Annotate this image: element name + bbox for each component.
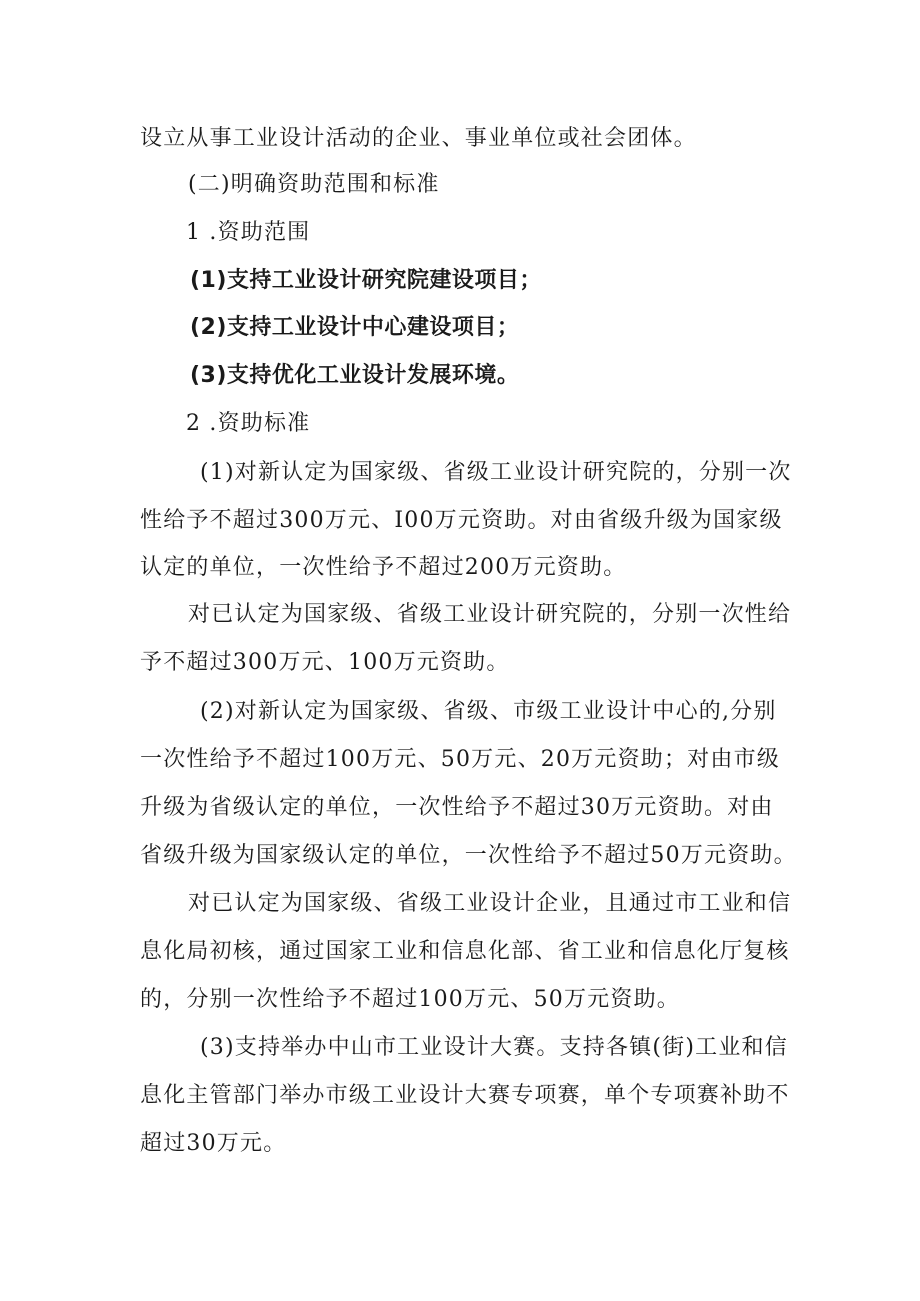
paragraph-line: 息化主管部门举办市级工业设计大赛专项赛，单个专项赛补助不 [140,1083,790,1108]
paragraph-line: 省级升级为国家级认定的单位，一次性给予不超过50万元资助。 [140,843,797,868]
paragraph-line: (1)对新认定为国家级、省级工业设计研究院的，分别一次 [200,460,792,485]
paragraph-line: 的，分别一次性给予不超过100万元、50万元资助。 [140,987,680,1012]
paragraph-line: 对已认定为国家级、省级工业设计企业，且通过市工业和信 [188,891,792,916]
section-heading: (二)明确资助范围和标准 [188,172,440,197]
paragraph-line: 认定的单位，一次性给予不超过200万元资助。 [140,555,627,580]
paragraph-line: (3)支持举办中山市工业设计大赛。支持各镇(街)工业和信 [200,1035,788,1060]
paragraph-line: 升级为省级认定的单位，一次性给予不超过30万元资助。对由 [140,795,774,820]
paragraph-line: 对已认定为国家级、省级工业设计研究院的，分别一次性给 [188,602,792,627]
paragraph-line: 息化局初核，通过国家工业和信息化部、省工业和信息化厅复核 [140,939,790,964]
scope-item: (1)支持工业设计研究院建设项目； [190,268,542,293]
paragraph-line: 一次性给予不超过100万元、50万元、20万元资助；对由市级 [140,747,780,772]
subsection-heading: 2 .资助标准 [186,411,311,436]
scope-item: (3)支持优化工业设计发展环境。 [190,363,520,388]
paragraph-line: 性给予不超过300万元、I00万元资助。对由省级升级为国家级 [140,508,783,533]
scope-item: (2)支持工业设计中心建设项目； [190,315,520,340]
paragraph-line: 设立从事工业设计活动的企业、事业单位或社会团体。 [140,126,697,151]
subsection-heading: 1 .资助范围 [186,220,311,245]
paragraph-line: (2)对新认定为国家级、省级、市级工业设计中心的,分别 [200,699,777,724]
paragraph-line: 超过30万元。 [140,1131,287,1156]
paragraph-line: 予不超过300万元、100万元资助。 [140,650,510,675]
